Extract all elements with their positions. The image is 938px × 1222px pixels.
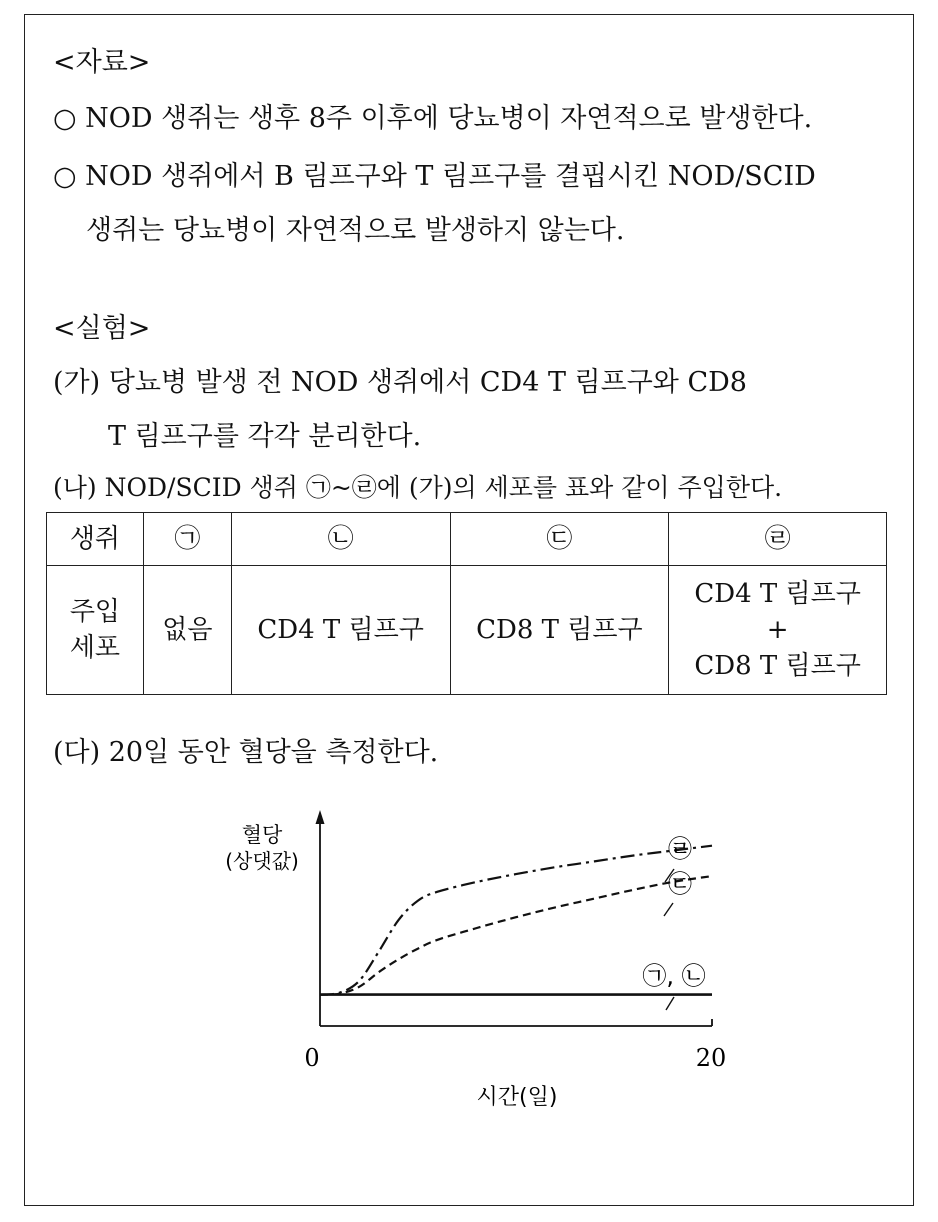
experiment-step-na-line-1: NOD/SCID 생쥐 ㉠~㉣에 (가)의 세포를 표와 같이 주입한다. xyxy=(104,473,783,502)
y-axis-arrow-icon xyxy=(316,810,325,824)
data-section-label: <자료> xyxy=(53,47,151,78)
series-label-c: ㉢ xyxy=(668,870,692,898)
injected-cells-a: 없음 xyxy=(143,566,231,695)
cell-line: + xyxy=(766,615,789,645)
data-bullet-2-line-2: 생쥐는 당뇨병이 자연적으로 발생하지 않는다. xyxy=(86,215,625,246)
mouse-label: ㉢ xyxy=(450,513,669,566)
experiment-step-ga-line-2: T 림프구를 각각 분리한다. xyxy=(108,421,422,452)
experiment-section-label: <실험> xyxy=(53,313,151,344)
mouse-label: ㉣ xyxy=(669,513,887,566)
step-marker: (다) xyxy=(53,737,101,768)
step-marker: (가) xyxy=(53,367,101,398)
row-header-line: 세포 xyxy=(69,633,121,663)
data-bullet-2-line-1: NOD 생쥐에서 B 림프구와 T 림프구를 결핍시킨 NOD/SCID xyxy=(85,161,816,192)
x-axis-label: 시간(일) xyxy=(476,1085,558,1110)
step-marker: (나) xyxy=(53,473,97,502)
experiment-step-ga-line-1: 당뇨병 발생 전 NOD 생쥐에서 CD4 T 림프구와 CD8 xyxy=(108,367,747,398)
mouse-label: ㉡ xyxy=(231,513,450,566)
x-tick-label-start: 0 xyxy=(304,1044,320,1072)
experiment-step-da-line-1: 20일 동안 혈당을 측정한다. xyxy=(108,737,439,768)
series-label-d: ㉣ xyxy=(668,835,692,863)
bullet-marker: ○ xyxy=(53,103,77,134)
series-label-ab: ㉠, ㉡ xyxy=(642,962,706,990)
mouse-label: ㉠ xyxy=(143,513,231,566)
leader-line-ab xyxy=(666,997,674,1010)
cell-line: CD8 T 림프구 xyxy=(694,651,861,681)
cell-line: CD4 T 림프구 xyxy=(694,579,861,609)
bullet-marker: ○ xyxy=(53,161,77,192)
row-header-line: 주입 xyxy=(69,597,121,627)
injected-cells-c: CD8 T 림프구 xyxy=(450,566,669,695)
x-tick-label-end: 20 xyxy=(695,1044,727,1072)
y-axis-label: 혈당 xyxy=(241,823,283,847)
leader-line-c xyxy=(664,903,673,916)
injected-cells-b: CD4 T 림프구 xyxy=(231,566,450,695)
row-header-mouse: 생쥐 xyxy=(47,513,144,566)
data-bullet-1-line-1: NOD 생쥐는 생후 8주 이후에 당뇨병이 자연적으로 발생한다. xyxy=(85,103,813,134)
y-axis-sublabel: (상댓값) xyxy=(225,849,299,873)
